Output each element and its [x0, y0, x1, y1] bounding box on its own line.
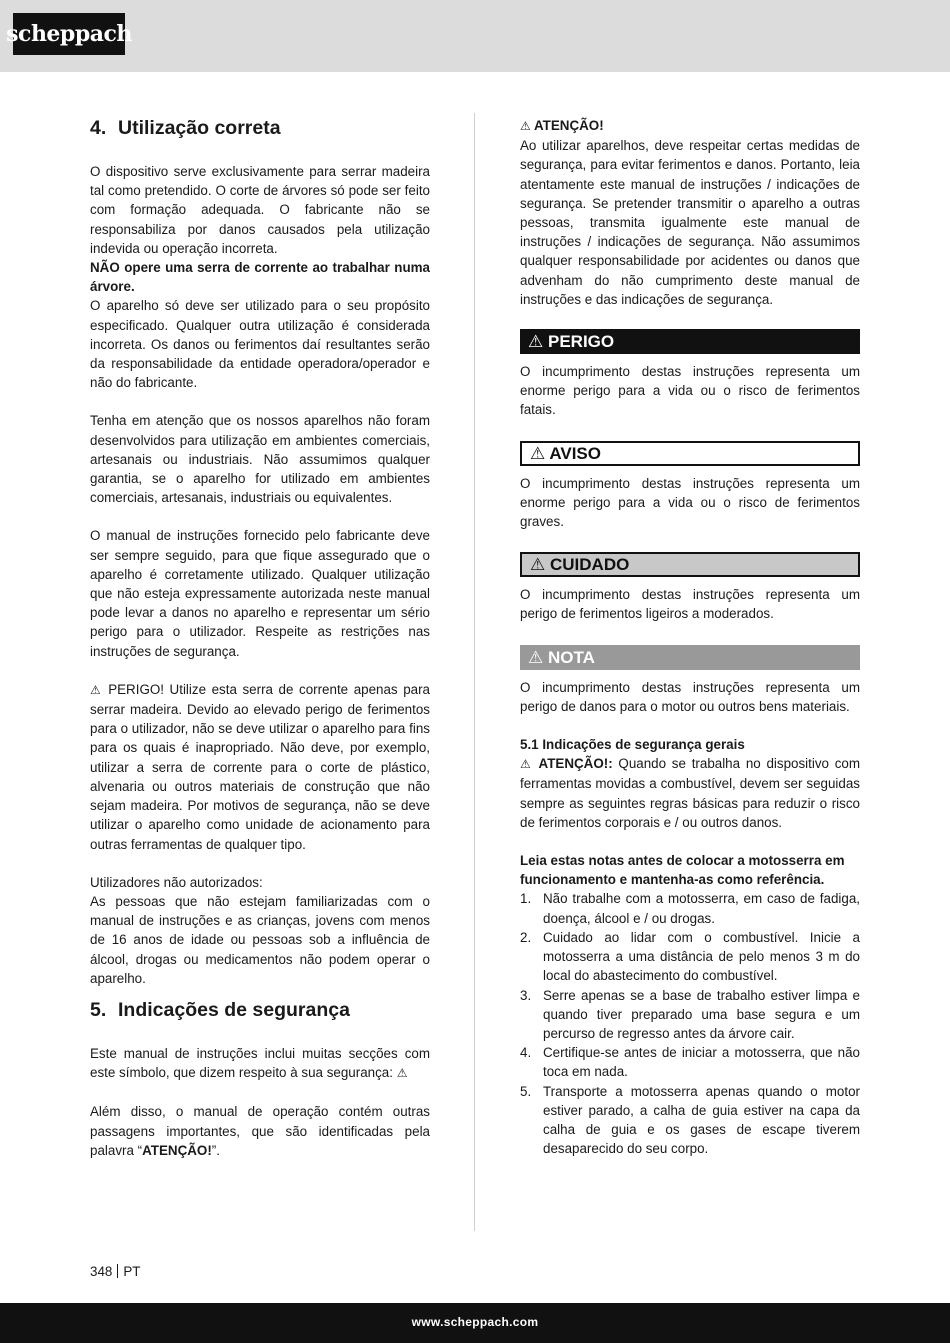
website-link[interactable]: www.scheppach.com [411, 1315, 539, 1329]
paragraph-heading: Utilizadores não autorizados: [90, 874, 263, 890]
list-item [520, 928, 860, 986]
perigo-label: PERIGO [547, 332, 615, 352]
warning-triangle-icon: ⚠ [530, 443, 546, 463]
paragraph: O incumprimento destas instruções representa um perigo de ferimentos ligeiros a moderados. [520, 587, 860, 622]
paragraph: As pessoas que não estejam familiarizadas com o manual de instruções e as crianças, jovens com menos de 16 anos de idade ou pessoas sob a influência de álcool, drogas ou medicamentos não podem operar o aparelho. [90, 893, 430, 986]
nota-label: NOTA [547, 647, 595, 667]
warning-triangle-icon: ⚠ [520, 757, 533, 772]
paragraph: O incumprimento destas instruções representa um enorme perigo para a vida ou o risco de ferimentos graves. [520, 475, 860, 530]
paragraph: Ao utilizar aparelhos, deve respeitar certas medidas de segurança, para evitar ferimentos e danos. Portanto, leia atentamente este manual de instruções / indicações de segurança. Se pretender transmitir o aparelho a outras pessoas, transmita igualmente este manual de instruções / indicações de segurança. Não assumimos qualquer responsabilidade por acidentes ou danos que advenham do não cumprimento deste manual de instruções e das indicações de segurança. [520, 138, 860, 307]
paragraph-text: Além disso, o manual de operação contém outras passagens importantes, que são identificadas pela palavra “ [90, 1104, 430, 1158]
cuidado-label: CUIDADO [549, 555, 630, 575]
paragraph [90, 680, 430, 854]
list-text: Transporte a motosserra apenas quando o motor estiver parado, a calha de guia estiver na capa da calha de guia e os gases de escape tiverem desaparecido do seu corpo. [543, 1083, 860, 1157]
list-text: Serre apenas se a base de trabalho estiver limpa e quando tiver preparado uma base segura e um percurso de regresso antes da árvore cair. [543, 987, 860, 1041]
section-number: 5. [90, 998, 107, 1021]
read-notes-heading: Leia estas notas antes de colocar a motosserra em funcionamento e mantenha-as como referência. [520, 853, 845, 888]
warning-triangle-icon: ⚠ [528, 647, 544, 667]
footer-bar [0, 1303, 950, 1343]
atencao-heading [520, 116, 860, 136]
safety-rules-list [520, 889, 860, 1158]
paragraph: Tenha em atenção que os nossos aparelhos não foram desenvolvidos para utilização em ambientes comerciais, artesanais ou industriais. Não assumimos qualquer garantia, se o aparelho for utilizado em ambientes comerciais, artesanais, industriais ou equivalentes. [90, 413, 430, 506]
section-title: Indicações de segurança [118, 998, 350, 1021]
list-number: 4. [520, 1045, 532, 1061]
atencao-word: ATENÇÃO! [142, 1142, 212, 1158]
list-item [520, 1082, 860, 1159]
paragraph: O manual de instruções fornecido pelo fabricante deve ser sempre seguido, para que fique assegurado que o aparelho é corretamente utilizado. Qualquer utilização que não esteja expressamente autorizada neste manual pode levar a danos no aparelho e representar um sério perigo para o utilizador. Respeite as restrições nas instruções de segurança. [90, 528, 430, 659]
right-column [520, 116, 860, 1158]
list-item [520, 1043, 860, 1081]
list-number: 2. [520, 929, 532, 945]
list-text: Certifique-se antes de iniciar a motosserra, que não toca em nada. [543, 1045, 860, 1080]
warning-triangle-icon: ⚠ [90, 682, 103, 697]
list-text: Cuidado ao lidar com o combustível. Inicie a motosserra a uma distância de pelo menos 3 m do local do abastecimento do combustível. [543, 929, 860, 984]
nota-label-box [520, 645, 860, 670]
list-number: 1. [520, 891, 532, 907]
paragraph-text: Quando se trabalha no dispositivo com ferramentas movidas a combustível, devem ser seguidas sempre as seguintes regras básicas para reduzir o risco de ferimentos corporais e / ou outros danos. [520, 756, 860, 830]
warning-triangle-icon: ⚠ [528, 332, 544, 352]
paragraph-text: ”. [211, 1142, 220, 1158]
paragraph: O incumprimento destas instruções representa um enorme perigo para a vida ou o risco de ferimentos fatais. [520, 364, 860, 418]
column-divider [474, 113, 475, 1231]
danger-text: PERIGO! Utilize esta serra de corrente apenas para serrar madeira. Devido ao elevado perigo de ferimentos para o utilizador, não se deve utilizar o aparelho para fins para os quais é inapropriado. Não deve, por exemplo, utilizar a serra de corrente para o corte de plástico, alvenaria ou outros materiais de construção que não sejam madeira. Por motivos de segurança, não se deve utilizar o aparelho como unidade de acionamento para outras ferramentas de qualquer tipo. [90, 681, 430, 852]
list-text: Não trabalhe com a motosserra, em caso de fadiga, doença, álcool e / ou drogas. [543, 891, 860, 926]
header-bar [0, 0, 950, 72]
list-number: 3. [520, 987, 532, 1003]
atencao-title: ATENÇÃO! [534, 118, 604, 133]
paragraph: O incumprimento destas instruções representa um perigo de danos para o motor ou outros bens materiais. [520, 679, 860, 714]
paragraph: O dispositivo serve exclusivamente para serrar madeira tal como pretendido. O corte de árvores só pode ser feito com formação adequada. O fabricante não se responsabiliza por danos causados pela utilização indevida ou operação incorreta. [90, 164, 430, 256]
perigo-label-box [520, 329, 860, 354]
page-number [90, 1264, 140, 1279]
section-title: Utilização correta [118, 117, 281, 139]
list-number: 5. [520, 1083, 532, 1099]
section-number: 4. [90, 117, 107, 139]
paragraph-text: Este manual de instruções inclui muitas secções com este símbolo, que dizem respeito à sua segurança: [90, 1045, 430, 1081]
language-code: PT [123, 1264, 141, 1279]
aviso-label: AVISO [549, 443, 601, 463]
paragraph: O aparelho só deve ser utilizado para o seu propósito especificado. Qualquer outra utilização é considerada incorreta. Os danos ou ferimentos daí resultantes serão da responsabilidade da entidade operadora/operador e não do fabricante. [90, 298, 430, 391]
aviso-label-box [520, 441, 860, 466]
section-5-heading [90, 998, 430, 1022]
list-item [520, 986, 860, 1044]
page-number-value: 348 [90, 1264, 113, 1279]
page-number-separator [117, 1264, 118, 1278]
subsection-5-1-heading: 5.1 Indicações de segurança gerais [520, 737, 745, 753]
paragraph [520, 754, 860, 832]
atencao-word: ATENÇÃO!: [538, 756, 613, 772]
list-item [520, 889, 860, 927]
paragraph [90, 1044, 430, 1083]
section-4-heading [90, 116, 430, 140]
warning-triangle-icon: ⚠ [520, 119, 531, 133]
warning-bold-text: NÃO opere uma serra de corrente ao trabalhar numa árvore. [90, 260, 430, 295]
paragraph [90, 1102, 430, 1160]
warning-triangle-icon: ⚠ [530, 555, 546, 575]
left-column [90, 116, 430, 1160]
cuidado-label-box [520, 552, 860, 577]
warning-triangle-icon: ⚠ [396, 1066, 408, 1081]
scheppach-logo: scheppach [13, 13, 125, 55]
